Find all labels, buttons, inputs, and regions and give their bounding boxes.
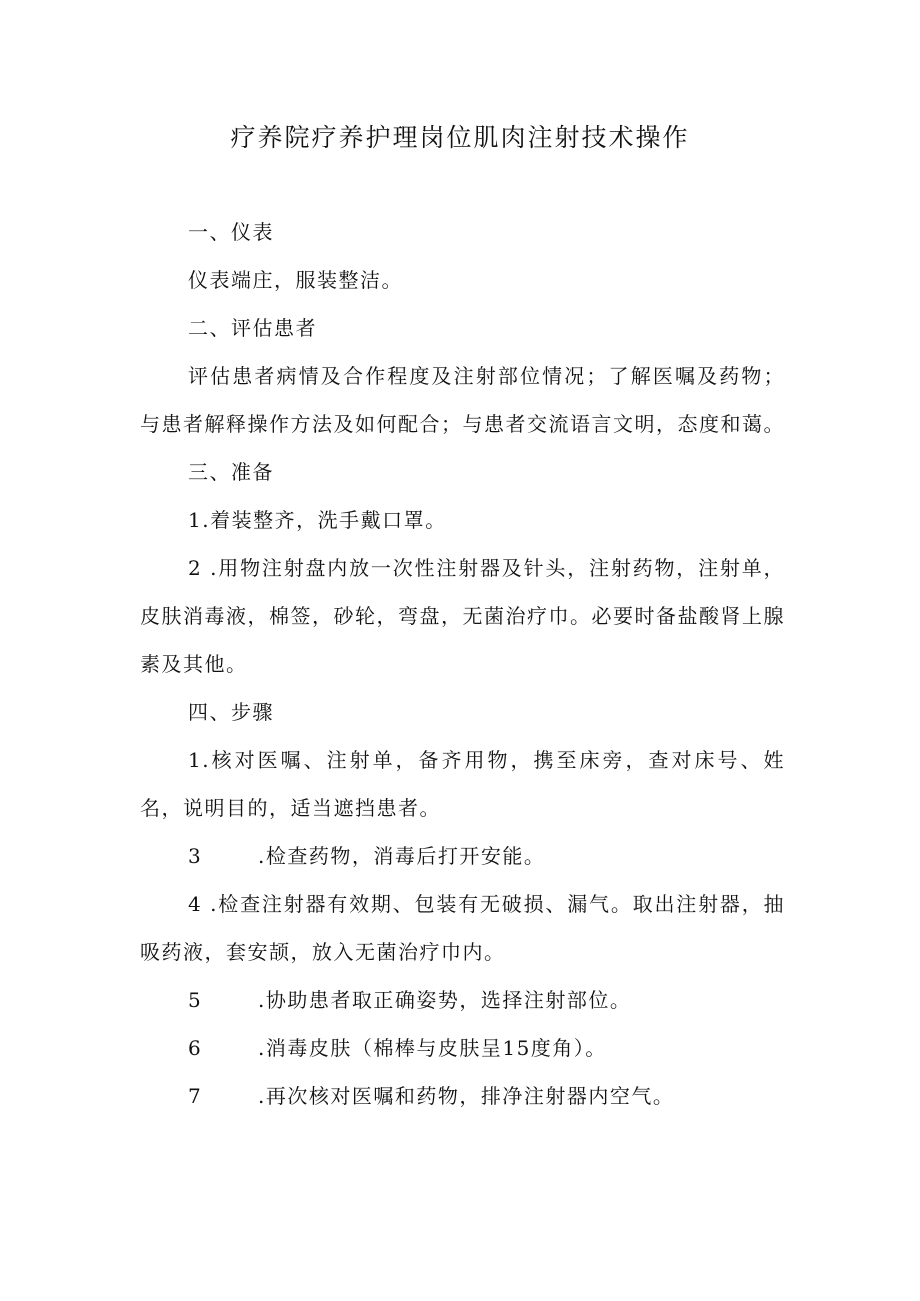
step-text: .再次核对医嘱和药物，排净注射器内空气。: [258, 1084, 675, 1108]
step-text: 用物注射盘内放一次性注射器及针头，注射药物，注射单，皮肤消毒液，棉签，砂轮，弯盘，无菌治疗巾。必要时备盐酸肾上腺素及其他。: [140, 556, 785, 676]
step-text: 检查注射器有效期、包装有无破损、漏气。取出注射器，抽吸药液，套安颉，放入无菌治疗巾内。: [140, 892, 785, 964]
section-heading-appearance: 一、仪表: [188, 220, 274, 244]
step-text: .协助患者取正确姿势，选择注射部位。: [258, 988, 632, 1012]
procedure-step-5: [140, 976, 785, 1024]
step-text: .消毒皮肤（棉棒与皮肤呈15度角）。: [258, 1036, 607, 1060]
procedure-step-7: [140, 1072, 785, 1120]
page-title: 疗养院疗养护理岗位肌肉注射技术操作: [230, 123, 690, 152]
procedure-step-6: [140, 1024, 785, 1072]
step-text: 核对医嘱、注射单，备齐用物，携至床旁，查对床号、姓名，说明目的，适当遮挡患者。: [140, 748, 785, 820]
step-number: 7: [188, 1084, 203, 1108]
step-number: 5: [188, 988, 203, 1012]
paragraph-assess-patient: 评估患者病情及合作程度及注射部位情况；了解医嘱及药物；与患者解释操作方法及如何配合；与患者交流语言文明，态度和蔼。: [140, 364, 785, 436]
paragraph-appearance: 仪表端庄，服装整洁。: [188, 268, 403, 292]
prep-step-1: [140, 496, 785, 544]
section-heading-assess-patient: 二、评估患者: [188, 316, 317, 340]
procedure-step-3: [140, 832, 785, 880]
step-number: 4 .: [188, 892, 218, 916]
document-body: [140, 208, 785, 1120]
procedure-step-1: [140, 736, 785, 832]
step-text: .检查药物，消毒后打开安能。: [258, 844, 546, 868]
procedure-step-4: [140, 880, 785, 976]
section-heading-steps: 四、步骤: [188, 700, 274, 724]
step-number: 2 .: [188, 556, 218, 580]
step-number: 1.: [188, 508, 211, 532]
prep-step-2: [140, 544, 785, 688]
step-number: 6: [188, 1036, 203, 1060]
section-heading-preparation: 三、准备: [188, 460, 274, 484]
step-text: 着装整齐，洗手戴口罩。: [210, 508, 447, 532]
step-number: 3: [188, 844, 203, 868]
step-number: 1.: [188, 748, 211, 772]
